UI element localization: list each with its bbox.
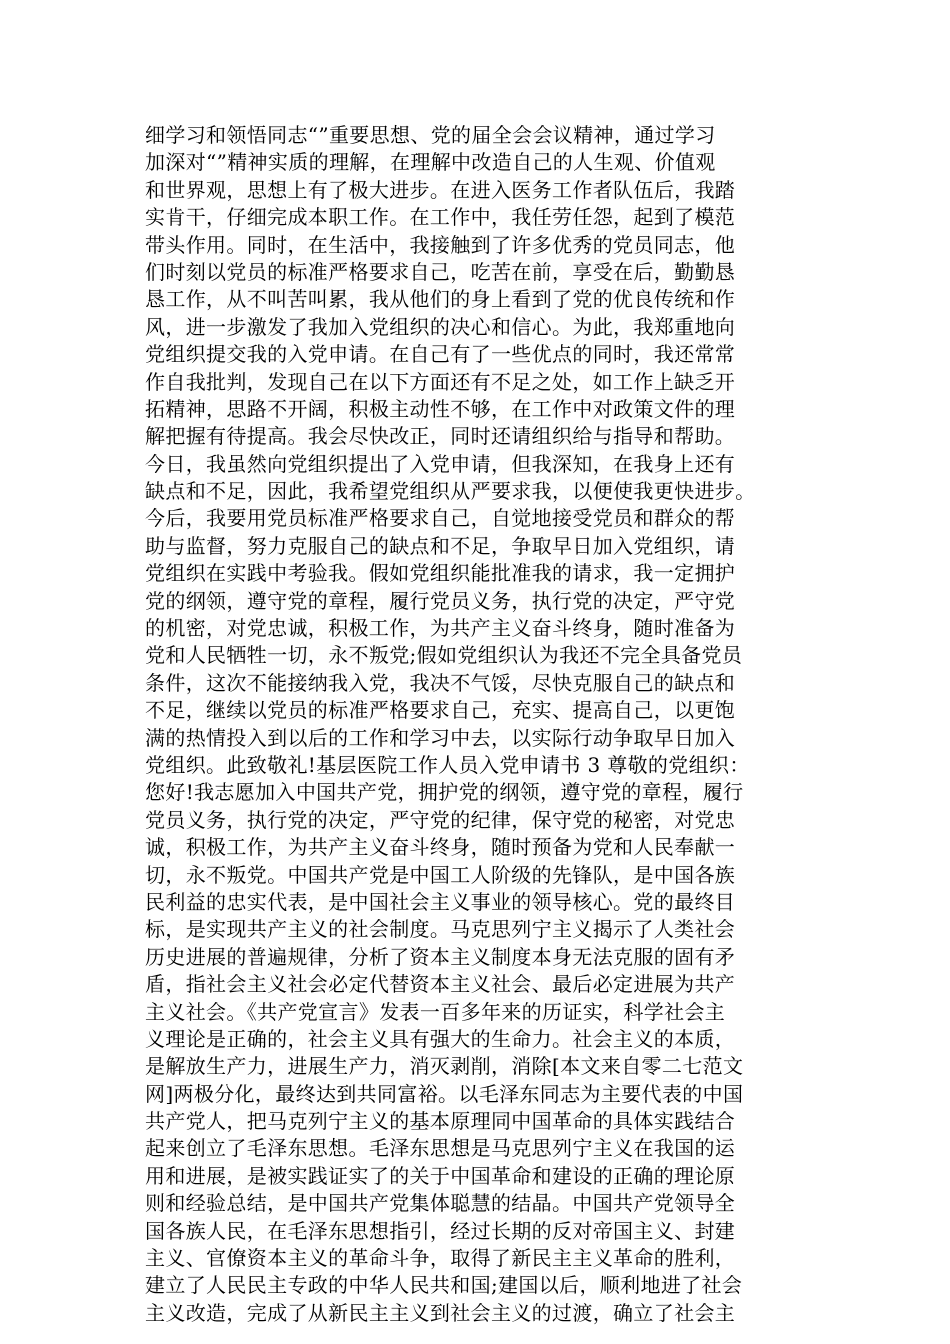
text-line: 不足，继续以党员的标准严格要求自己，充实、提高自己，以更饱	[145, 698, 736, 723]
text-line: 今后，我要用党员标准严格要求自己，自觉地接受党员和群众的帮	[145, 506, 736, 531]
text-line: 党组织提交我的入党申请。在自己有了一些优点的同时，我还常常	[145, 342, 736, 367]
text-line: 作自我批判，发现自己在以下方面还有不足之处，如工作上缺乏开	[145, 369, 736, 394]
text-line: 和世界观，思想上有了极大进步。在进入医务工作者队伍后，我踏	[145, 177, 736, 202]
text-line: 党的纲领，遵守党的章程，履行党员义务，执行党的决定，严守党	[145, 588, 736, 613]
text-line: 义理论是正确的，社会主义具有强大的生命力。社会主义的本质，	[145, 1026, 736, 1051]
body-text	[145, 122, 815, 1327]
text-line: 党员义务，执行党的决定，严守党的纪律，保守党的秘密，对党忠	[145, 807, 736, 832]
text-line: 网]两极分化，最终达到共同富裕。以毛泽东同志为主要代表的中国	[145, 1081, 744, 1106]
text-line: 切，永不叛党。中国共产党是中国工人阶级的先锋队，是中国各族	[145, 862, 736, 887]
text-line: 恳工作，从不叫苦叫累，我从他们的身上看到了党的优良传统和作	[145, 287, 736, 312]
text-line: 党组织。此致敬礼!基层医院工作人员入党申请书 3 尊敬的党组织：	[145, 752, 750, 777]
text-line: 主义、官僚资本主义的革命斗争，取得了新民主主义革命的胜利，	[145, 1246, 736, 1271]
text-line: 主义改造，完成了从新民主主义到社会主义的过渡，确立了社会主	[145, 1300, 736, 1325]
text-line: 党和人民牺牲一切，永不叛党;假如党组织认为我还不完全具备党员	[145, 643, 743, 668]
text-line: 用和进展，是被实践证实了的关于中国革命和建设的正确的理论原	[145, 1163, 736, 1188]
text-line: 们时刻以党员的标准严格要求自己，吃苦在前，享受在后，勤勤恳	[145, 259, 736, 284]
text-line: 主义社会。《共产党宣言》发表一百多年来的历证实，科学社会主	[145, 999, 726, 1024]
text-line: 风，进一步激发了我加入党组织的决心和信心。为此，我郑重地向	[145, 314, 736, 339]
text-line: 党组织在实践中考验我。假如党组织能批准我的请求，我一定拥护	[145, 561, 736, 586]
text-line: 实肯干，仔细完成本职工作。在工作中，我任劳任怨，起到了模范	[145, 205, 736, 230]
text-line: 共产党人，把马克列宁主义的基本原理同中国革命的具体实践结合	[145, 1109, 736, 1134]
text-line: 标，是实现共产主义的社会制度。马克思列宁主义揭示了人类社会	[145, 917, 736, 942]
text-line: 带头作用。同时，在生活中，我接触到了许多优秀的党员同志，他	[145, 232, 736, 257]
text-line: 诚，积极工作，为共产主义奋斗终身，随时预备为党和人民奉献一	[145, 835, 736, 860]
text-line: 拓精神，思路不开阔，积极主动性不够，在工作中对政策文件的理	[145, 396, 736, 421]
text-line: 解把握有待提高。我会尽快改正，同时还请组织给与指导和帮助。	[145, 424, 736, 449]
text-line: 是解放生产力，进展生产力，消灭剥削，消除[本文来自零二七范文	[145, 1054, 744, 1079]
text-line: 起来创立了毛泽东思想。毛泽东思想是马克思列宁主义在我国的运	[145, 1136, 736, 1161]
text-line: 的机密，对党忠诚，积极工作，为共产主义奋斗终身，随时准备为	[145, 616, 736, 641]
text-line: 建立了人民民主专政的中华人民共和国;建国以后，顺利地进了社会	[145, 1273, 743, 1298]
text-line: 满的热情投入到以后的工作和学习中去，以实际行动争取早日加入	[145, 725, 736, 750]
text-line: 则和经验总结，是中国共产党集体聪慧的结晶。中国共产党领导全	[145, 1191, 736, 1216]
text-line: 历史进展的普遍规律，分析了资本主义制度本身无法克服的固有矛	[145, 944, 736, 969]
text-line: 盾，指社会主义社会必定代替资本主义社会、最后必定进展为共产	[145, 972, 736, 997]
text-line: 细学习和领悟同志“”重要思想、党的届全会会议精神，通过学习	[145, 123, 716, 147]
text-line: 加深对“”精神实质的理解，在理解中改造自己的人生观、价值观	[145, 150, 716, 175]
text-line: 今日，我虽然向党组织提出了入党申请，但我深知，在我身上还有	[145, 451, 736, 476]
text-line: 助与监督，努力克服自己的缺点和不足，争取早日加入党组织，请	[145, 533, 736, 558]
text-line: 您好!我志愿加入中国共产党，拥护党的纲领，遵守党的章程，履行	[145, 780, 744, 805]
text-line: 条件，这次不能接纳我入党，我决不气馁，尽快克服自己的缺点和	[145, 670, 736, 695]
text-line: 国各族人民，在毛泽东思想指引，经过长期的反对帝国主义、封建	[145, 1218, 736, 1243]
text-line: 缺点和不足，因此，我希望党组织从严要求我，以便使我更快进步。	[145, 479, 756, 504]
text-line: 民利益的忠实代表，是中国社会主义事业的领导核心。党的最终目	[145, 889, 736, 914]
